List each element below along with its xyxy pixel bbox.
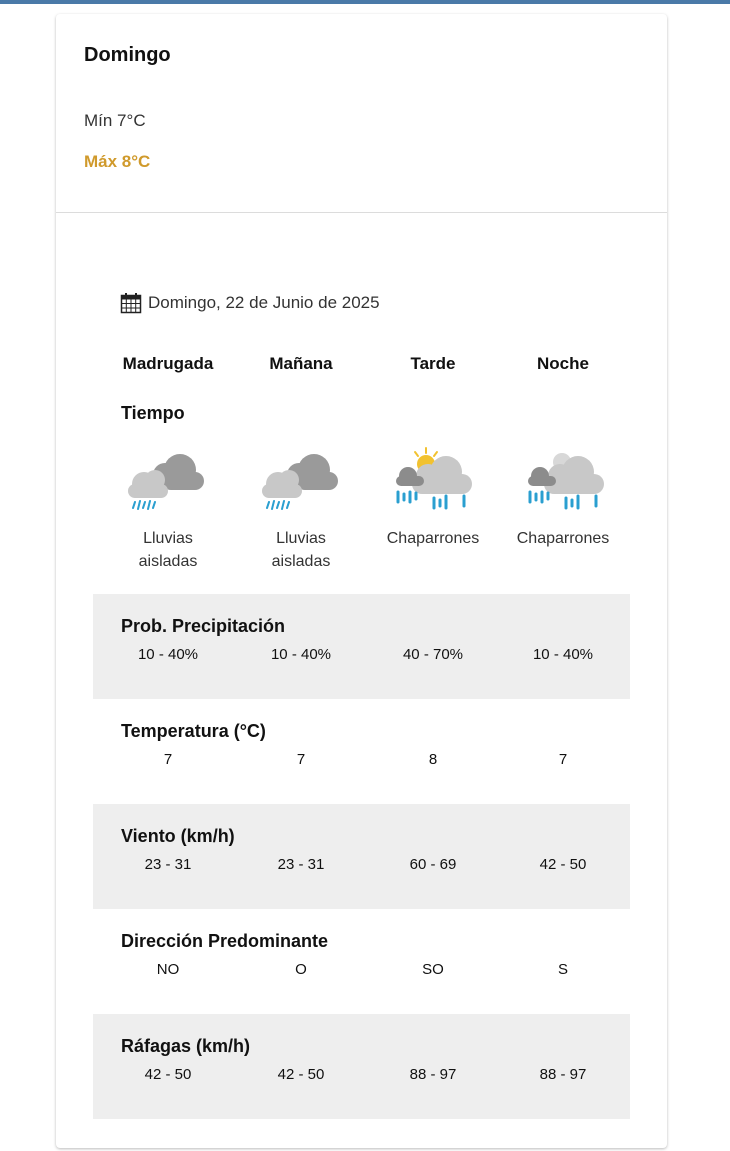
row-direccion (93, 909, 630, 1014)
row-value: 10 - 40% (270, 646, 332, 663)
day-title: Domingo (84, 44, 171, 66)
weather-desc: Lluvias aisladas (271, 530, 331, 570)
tiempo-label: Tiempo (121, 403, 185, 423)
row-value: 42 - 50 (144, 1066, 192, 1083)
row-title: Prob. Precipitación (121, 616, 286, 636)
top-accent-bar (0, 0, 730, 4)
row-temperatura (93, 699, 630, 804)
row-title: Dirección Predominante (121, 931, 329, 951)
row-value: 23 - 31 (277, 856, 325, 873)
period-tarde: Tarde (410, 354, 456, 373)
moon-cloud-showers-icon (520, 446, 610, 514)
row-value: 23 - 31 (144, 856, 192, 873)
row-value: 60 - 69 (409, 856, 457, 873)
row-value: 10 - 40% (137, 646, 199, 663)
row-rafagas (93, 1014, 630, 1119)
row-value: SO (422, 961, 444, 978)
row-value: O (295, 961, 307, 978)
calendar-icon (120, 292, 142, 314)
weather-desc: Chaparrones (516, 530, 610, 547)
period-manana: Mañana (269, 354, 333, 373)
row-value: 10 - 40% (532, 646, 594, 663)
period-madrugada: Madrugada (122, 354, 214, 373)
row-title: Ráfagas (km/h) (121, 1036, 251, 1056)
row-value: 7 (296, 751, 306, 768)
sun-cloud-showers-icon (388, 446, 478, 514)
row-title: Temperatura (°C) (121, 721, 266, 741)
min-temperature: Mín 7°C (84, 111, 146, 130)
row-value: NO (156, 961, 180, 978)
row-prob-precipitacion (93, 594, 630, 699)
cloud-rain-icon (256, 446, 346, 514)
weather-desc: Chaparrones (386, 530, 480, 547)
period-noche: Noche (537, 354, 589, 373)
cloud-rain-icon (122, 446, 212, 514)
row-viento (93, 804, 630, 909)
forecast-card (56, 14, 667, 1148)
row-value: 42 - 50 (277, 1066, 325, 1083)
row-value: 88 - 97 (409, 1066, 457, 1083)
date-line (120, 292, 380, 314)
row-value: 40 - 70% (402, 646, 464, 663)
row-value: 7 (558, 751, 568, 768)
weather-desc: Lluvias aisladas (138, 530, 198, 570)
row-value: 8 (428, 751, 438, 768)
row-value: S (557, 961, 568, 978)
row-value: 7 (163, 751, 173, 768)
row-value: 88 - 97 (539, 1066, 587, 1083)
row-value: 42 - 50 (539, 856, 587, 873)
date-text: Domingo, 22 de Junio de 2025 (148, 293, 380, 312)
row-title: Viento (km/h) (121, 826, 235, 846)
card-header (56, 14, 667, 213)
max-temperature: Máx 8°C (84, 152, 151, 171)
